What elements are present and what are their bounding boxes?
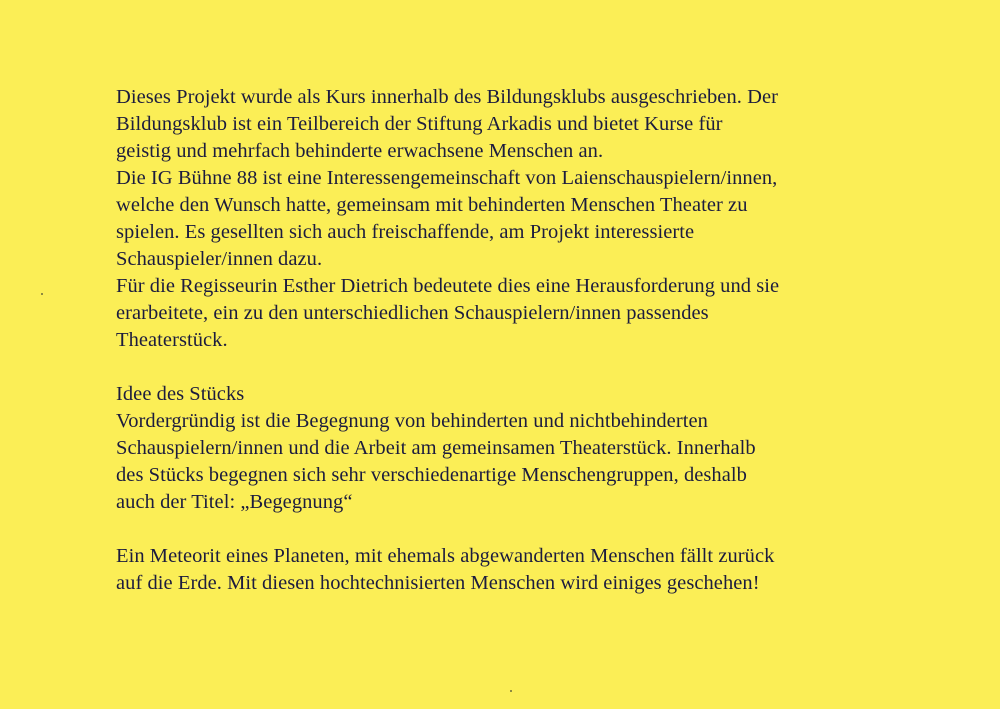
- text-line: erarbeitete, ein zu den unterschiedlichen Schauspielern/innen passendes: [116, 302, 709, 324]
- text-line: des Stücks begegnen sich sehr verschiedenartige Menschengruppen, deshalb: [116, 464, 747, 486]
- text-line: Ein Meteorit eines Planeten, mit ehemals abgewanderten Menschen fällt zurück: [116, 545, 775, 567]
- text-line: Schauspielern/innen und die Arbeit am gemeinsamen Theaterstück. Innerhalb: [116, 437, 756, 459]
- text-line: Theaterstück.: [116, 329, 228, 351]
- text-line: Vordergründig ist die Begegnung von behinderten und nichtbehinderten: [116, 410, 708, 432]
- plot-paragraph: [116, 543, 916, 597]
- text-line: geistig und mehrfach behinderte erwachsene Menschen an.: [116, 140, 604, 162]
- text-line: auch der Titel: „Begegnung“: [116, 491, 353, 513]
- text-line: Für die Regisseurin Esther Dietrich bedeutete dies eine Herausforderung und sie: [116, 275, 780, 297]
- text-line: spielen. Es gesellten sich auch freischaffende, am Projekt interessierte: [116, 221, 695, 243]
- idea-section: [116, 381, 916, 516]
- intro-paragraph: [116, 84, 916, 354]
- paper-speck: [510, 690, 512, 692]
- section-heading: Idee des Stücks: [116, 383, 245, 405]
- paragraph-gap: [116, 516, 916, 543]
- text-line: auf die Erde. Mit diesen hochtechnisierten Menschen wird einiges geschehen!: [116, 572, 760, 594]
- text-line: Dieses Projekt wurde als Kurs innerhalb des Bildungsklubs ausgeschrieben. Der: [116, 86, 778, 108]
- document-body: [116, 84, 916, 597]
- text-line: Die IG Bühne 88 ist eine Interessengemeinschaft von Laienschauspielern/innen,: [116, 167, 778, 189]
- text-line: welche den Wunsch hatte, gemeinsam mit behinderten Menschen Theater zu: [116, 194, 748, 216]
- paper-speck: [41, 293, 43, 295]
- text-line: Bildungsklub ist ein Teilbereich der Stiftung Arkadis und bietet Kurse für: [116, 113, 723, 135]
- text-line: Schauspieler/innen dazu.: [116, 248, 323, 270]
- paragraph-gap: [116, 354, 916, 381]
